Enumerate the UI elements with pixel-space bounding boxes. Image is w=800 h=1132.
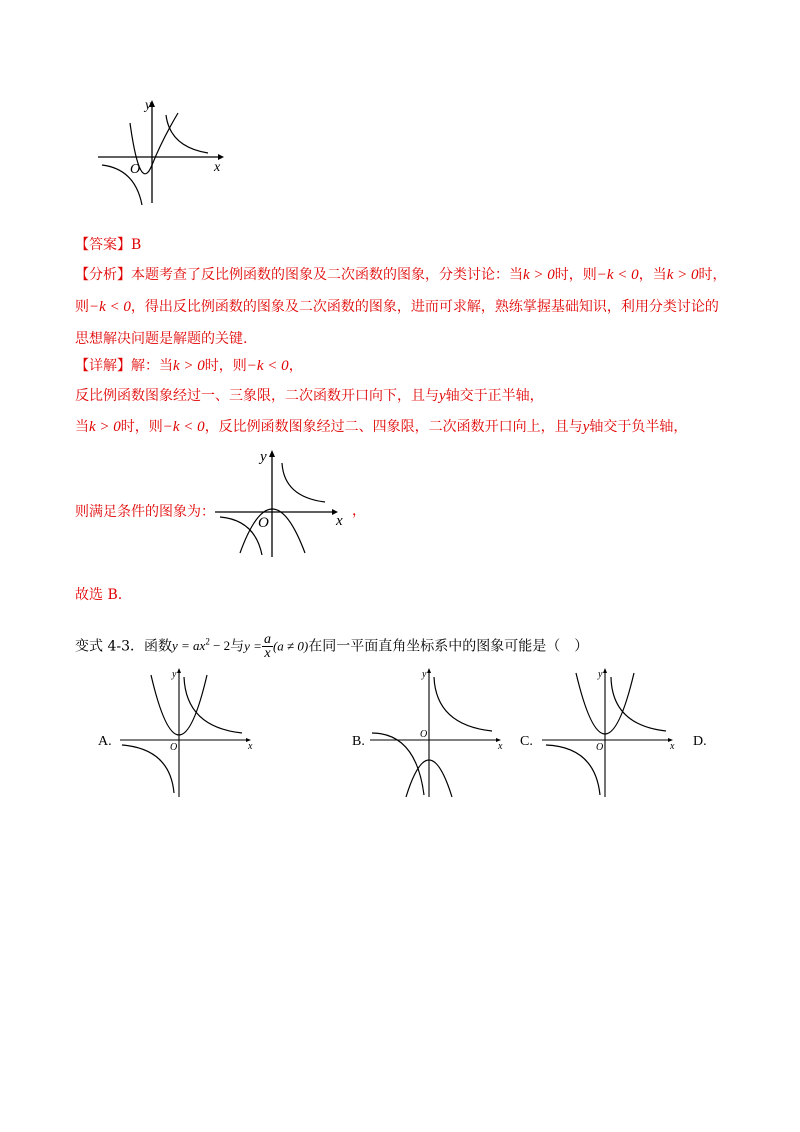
y-axis-arrow xyxy=(269,450,275,457)
formula-part: − 2 xyxy=(209,638,231,654)
hyperbola-q1 xyxy=(611,677,666,731)
x-label: x xyxy=(670,741,675,752)
analysis-text: 本题考查了反比例函数的图象及二次函数的图象，分类讨论：当 xyxy=(131,267,523,283)
analysis-text: 时， xyxy=(698,267,727,283)
question-text: 在同一平面直角坐标系中的图象可能是（ ） xyxy=(308,638,589,655)
question-text: 与 xyxy=(230,638,245,655)
formula-exponent: 2 xyxy=(205,637,210,647)
detail-text: 解：当 xyxy=(131,358,173,374)
answer-tag: 【答案】 xyxy=(75,237,131,253)
detail-text: 时，则 xyxy=(204,358,247,374)
detail-text: 轴交于负半轴， xyxy=(589,419,688,435)
y-label: y xyxy=(145,98,152,113)
fraction xyxy=(262,633,273,660)
detail-line-3 xyxy=(75,418,687,436)
math-expr: −k < 0 xyxy=(162,419,205,435)
origin-label: O xyxy=(130,162,141,177)
analysis-line-1 xyxy=(75,266,726,284)
math-expr: k > 0 xyxy=(523,267,555,283)
y-label: y xyxy=(172,669,177,680)
detail-text: 当 xyxy=(75,419,89,435)
origin-label: O xyxy=(258,515,269,531)
formula-part: y = ax xyxy=(172,638,206,654)
fraction-denominator: x xyxy=(264,645,271,661)
option-a-label[interactable]: A. xyxy=(98,734,112,749)
y-label: y xyxy=(422,669,427,680)
hyperbola-q3 xyxy=(546,745,600,795)
hyperbola-q3 xyxy=(372,733,424,795)
x-label: x xyxy=(498,741,503,752)
function-2-lhs: y = xyxy=(244,638,262,654)
analysis-tag: 【分析】 xyxy=(75,267,131,283)
analysis-text: 思想解决问题是解题的关键. xyxy=(75,331,248,347)
math-expr: −k < 0 xyxy=(596,267,639,283)
detail-text: ，反比例函数图象经过二、四象限，二次函数开口向上，且与 xyxy=(204,419,583,435)
math-var: y xyxy=(439,388,446,404)
y-axis-arrow xyxy=(603,668,607,673)
y-label: y xyxy=(260,449,267,465)
analysis-text: 时，则 xyxy=(554,267,597,283)
hyperbola-q3 xyxy=(122,745,174,793)
y-axis-arrow xyxy=(427,668,431,673)
option-c-label[interactable]: C. xyxy=(520,734,533,749)
origin-label: O xyxy=(596,742,604,753)
math-expr: k > 0 xyxy=(173,358,205,374)
option-d-label[interactable]: D. xyxy=(693,734,707,749)
x-label: x xyxy=(248,741,253,752)
fraction-numerator: a xyxy=(263,631,271,647)
conclusion: 故选 B. xyxy=(75,587,123,603)
top-graph xyxy=(90,95,230,210)
math-expr: k > 0 xyxy=(89,419,121,435)
y-axis-arrow xyxy=(177,668,181,673)
x-label: x xyxy=(336,513,343,529)
analysis-text: ，当 xyxy=(638,267,667,283)
answer-line xyxy=(75,236,141,254)
option-c-graph[interactable] xyxy=(540,665,680,800)
hyperbola-q1 xyxy=(282,463,325,502)
y-label: y xyxy=(598,669,603,680)
detail-text: 时，则 xyxy=(120,419,163,435)
option-a-graph[interactable] xyxy=(118,665,258,800)
option-b-label[interactable]: B. xyxy=(352,734,365,749)
origin-label: O xyxy=(420,729,428,740)
question-text: 变式 4-3．函数 xyxy=(75,638,172,655)
x-label: x xyxy=(214,160,221,175)
detail-text: 轴交于正半轴， xyxy=(445,388,544,404)
math-expr: −k < 0 xyxy=(246,358,289,374)
detail-text: ， xyxy=(288,358,303,374)
origin-label: O xyxy=(170,742,178,753)
detail-line-4 xyxy=(75,503,215,521)
detail-text: 反比例函数图象经过一、三象限，二次函数开口向下，且与 xyxy=(75,388,439,404)
hyperbola-q1 xyxy=(434,677,492,731)
function-1 xyxy=(172,638,230,653)
hyperbola-q1 xyxy=(166,115,208,153)
analysis-line-3 xyxy=(75,330,247,348)
variant-question xyxy=(75,628,588,660)
math-expr: −k < 0 xyxy=(89,299,131,315)
math-var: y xyxy=(582,419,590,435)
detail-line-1 xyxy=(75,357,303,375)
detail-line-2 xyxy=(75,387,544,405)
hyperbola-q1 xyxy=(184,677,242,733)
answer-value: B xyxy=(131,237,142,253)
analysis-text: ，得出反比例函数的图象及二次函数的图象，进而可求解，熟练掌握基础知识，利用分类讨论的 xyxy=(130,299,719,315)
detail-text: 则满足条件的图象为： xyxy=(75,504,215,520)
answer-graph xyxy=(210,445,355,560)
math-expr: k > 0 xyxy=(666,267,699,283)
option-b-graph[interactable] xyxy=(368,665,508,800)
function-2-condition: (a ≠ 0) xyxy=(272,638,309,654)
analysis-line-2 xyxy=(75,298,719,316)
analysis-text: 则 xyxy=(75,299,89,315)
detail-line-4-end: ， xyxy=(352,503,366,519)
detail-tag: 【详解】 xyxy=(75,358,131,374)
